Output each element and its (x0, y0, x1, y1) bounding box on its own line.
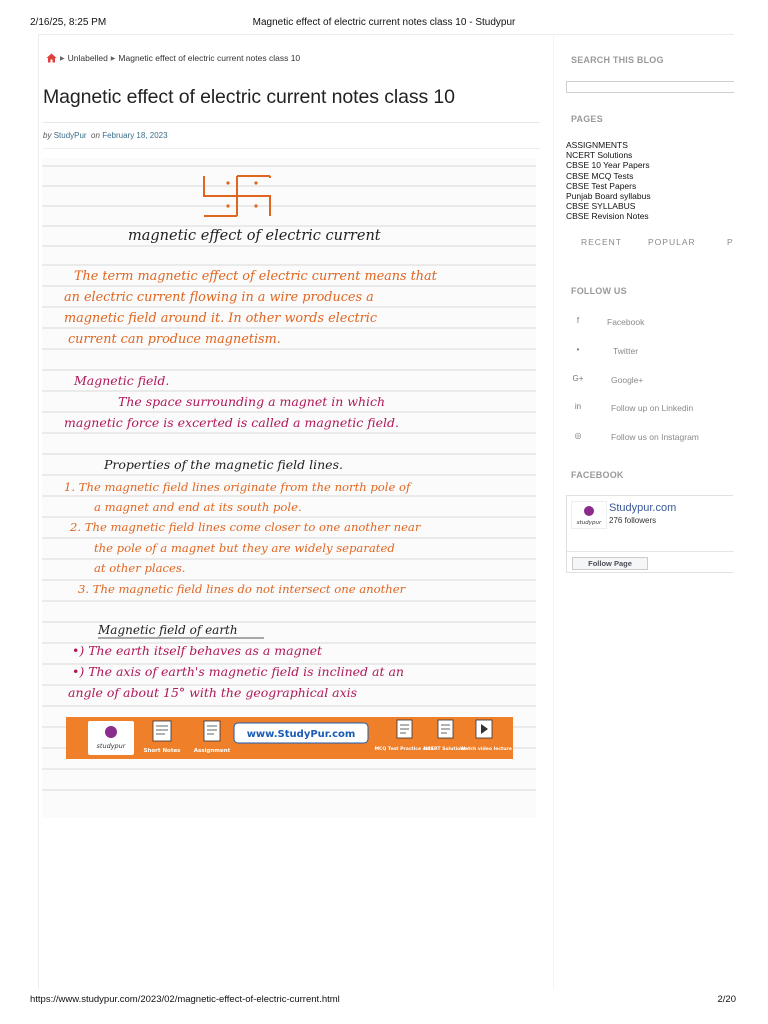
property-line-4: the pole of a magnet but they are widely separated (94, 541, 395, 555)
banner-url: www.StudyPur.com (246, 729, 356, 740)
meta-divider (43, 148, 540, 149)
content-frame-top (38, 34, 734, 35)
social-label-google-plus: Google+ (611, 375, 644, 385)
social-label-facebook: Facebook (607, 317, 645, 327)
social-label-linkedin: Follow up on Linkedin (611, 403, 694, 413)
banner-item-assignment: Assignment (193, 748, 231, 754)
banner-item-video: Watch video lecture (460, 747, 512, 752)
breadcrumb-item-unlabelled[interactable]: Unlabelled (67, 53, 108, 63)
follow-page-button[interactable]: Follow Page (572, 557, 648, 570)
banner-logo-icon (105, 726, 117, 738)
field-text-2: magnetic force is excerted is called a magnetic field. (64, 415, 399, 430)
meta-by: by (43, 131, 52, 140)
property-line-2: a magnet and end at its south pole. (94, 500, 302, 514)
content-frame-left (38, 34, 39, 989)
definition-line-1: The term magnetic effect of electric current means that (74, 269, 437, 284)
social-link-instagram[interactable] (571, 431, 731, 445)
page-link-punjab-board-syllabus[interactable]: Punjab Board syllabus (566, 191, 651, 202)
search-blog-heading: SEARCH THIS BLOG (571, 55, 664, 65)
facebook-page-avatar[interactable] (571, 501, 607, 529)
print-tab-title: Magnetic effect of electric current notes class 10 - Studypur (252, 17, 516, 28)
earth-point-1: •) The earth itself behaves as a magnet (72, 643, 323, 658)
facebook-page-name[interactable]: Studypur.com (609, 502, 677, 514)
page-link-cbse-10-year-papers[interactable]: CBSE 10 Year Papers (566, 160, 650, 171)
field-heading: Magnetic field. (74, 373, 170, 388)
post-date: February 18, 2023 (102, 131, 168, 140)
property-line-3: 2. The magnetic field lines come closer to one another near (70, 520, 421, 534)
post-meta (43, 131, 168, 140)
handwritten-notes-image (42, 158, 536, 818)
google-plus-icon: G+ (572, 374, 584, 383)
social-link-twitter[interactable] (571, 345, 731, 359)
tab-popular[interactable]: POPULAR (648, 237, 696, 247)
page-link-cbse-mcq-tests[interactable]: CBSE MCQ Tests (566, 170, 634, 181)
earth-heading: Magnetic field of earth (98, 623, 238, 637)
chevron-right-icon: ▶ (60, 55, 65, 62)
symbol-dots (226, 181, 257, 207)
short-notes-icon (153, 721, 171, 741)
post-tabs (566, 237, 734, 251)
breadcrumb-item-current: Magnetic effect of electric current notes class 10 (118, 53, 301, 63)
banner-item-short-notes: Short Notes (143, 748, 181, 754)
twitter-icon: • (576, 345, 580, 354)
follow-us-heading: FOLLOW US (571, 286, 627, 296)
title-divider (43, 122, 540, 123)
studypur-banner (66, 717, 513, 759)
tab-recent[interactable]: RECENT (581, 237, 622, 247)
instagram-icon: ◎ (574, 431, 582, 440)
page-link-cbse-syllabus[interactable]: CBSE SYLLABUS (566, 201, 636, 212)
print-datetime: 2/16/25, 8:25 PM (30, 17, 107, 28)
print-page-number: 2/20 (717, 994, 736, 1005)
definition-line-3: magnetic field around it. In other words electric (64, 311, 378, 326)
field-text-1: The space surrounding a magnet in which (118, 394, 386, 409)
chevron-right-icon: ▶ (110, 55, 116, 62)
property-line-1: 1. The magnetic field lines originate from the north pole of (64, 480, 411, 494)
facebook-page-widget (566, 495, 733, 573)
social-link-google-plus[interactable] (571, 374, 731, 388)
facebook-heading: FACEBOOK (571, 470, 624, 480)
sidebar-divider (553, 34, 554, 989)
linkedin-icon: in (574, 402, 582, 411)
breadcrumb (46, 53, 300, 63)
notes-canvas (42, 158, 536, 818)
home-icon[interactable] (46, 53, 57, 63)
banner-item-mcq: MCQ Test Practice sets (374, 747, 434, 752)
notes-heading: magnetic effect of electric current (128, 228, 381, 244)
earth-point-3: angle of about 15° with the geographical axis (68, 685, 358, 700)
page-title: Magnetic effect of electric current notes class 10 (43, 86, 455, 108)
tab-p[interactable]: P (727, 237, 734, 247)
facebook-icon: f (576, 316, 580, 325)
social-link-linkedin[interactable] (571, 402, 731, 416)
page-link-assignments[interactable]: ASSIGNMENTS (566, 140, 628, 150)
page-link-cbse-revision-notes[interactable]: CBSE Revision Notes (566, 211, 649, 222)
print-footer (0, 994, 768, 1014)
banner-logo-text: studypur (96, 742, 126, 750)
assignment-icon (204, 721, 220, 741)
social-link-facebook[interactable] (571, 316, 731, 330)
facebook-followers-count: 276 followers (609, 516, 657, 525)
meta-on: on (91, 131, 100, 140)
earth-point-2: •) The axis of earth's magnetic field is inclined at an (72, 664, 404, 679)
property-line-6: 3. The magnetic field lines do not intersect one another (78, 582, 406, 596)
definition-line-4: current can produce magnetism. (68, 332, 281, 347)
page-link-ncert-solutions[interactable]: NCERT Solutions (566, 150, 633, 161)
pages-heading: PAGES (571, 114, 603, 124)
facebook-widget-divider (567, 551, 734, 552)
search-input[interactable] (566, 81, 734, 93)
properties-heading: Properties of the magnetic field lines. (104, 457, 343, 472)
post-author-link[interactable]: StudyPur (53, 131, 87, 140)
page-link-cbse-test-papers[interactable]: CBSE Test Papers (566, 180, 637, 191)
definition-line-2: an electric current flowing in a wire produces a (64, 290, 374, 305)
property-line-5: at other places. (94, 561, 186, 575)
banner-item-ncert: NCERT Solutions (423, 747, 467, 752)
fb-logo-text: studypur (576, 520, 602, 526)
pages-list (566, 140, 651, 222)
swastik-symbol (204, 176, 270, 216)
print-url: https://www.studypur.com/2023/02/magnetic-effect-of-electric-current.html (30, 994, 340, 1005)
social-label-instagram: Follow us on Instagram (611, 432, 699, 442)
social-label-twitter: Twitter (613, 346, 639, 356)
